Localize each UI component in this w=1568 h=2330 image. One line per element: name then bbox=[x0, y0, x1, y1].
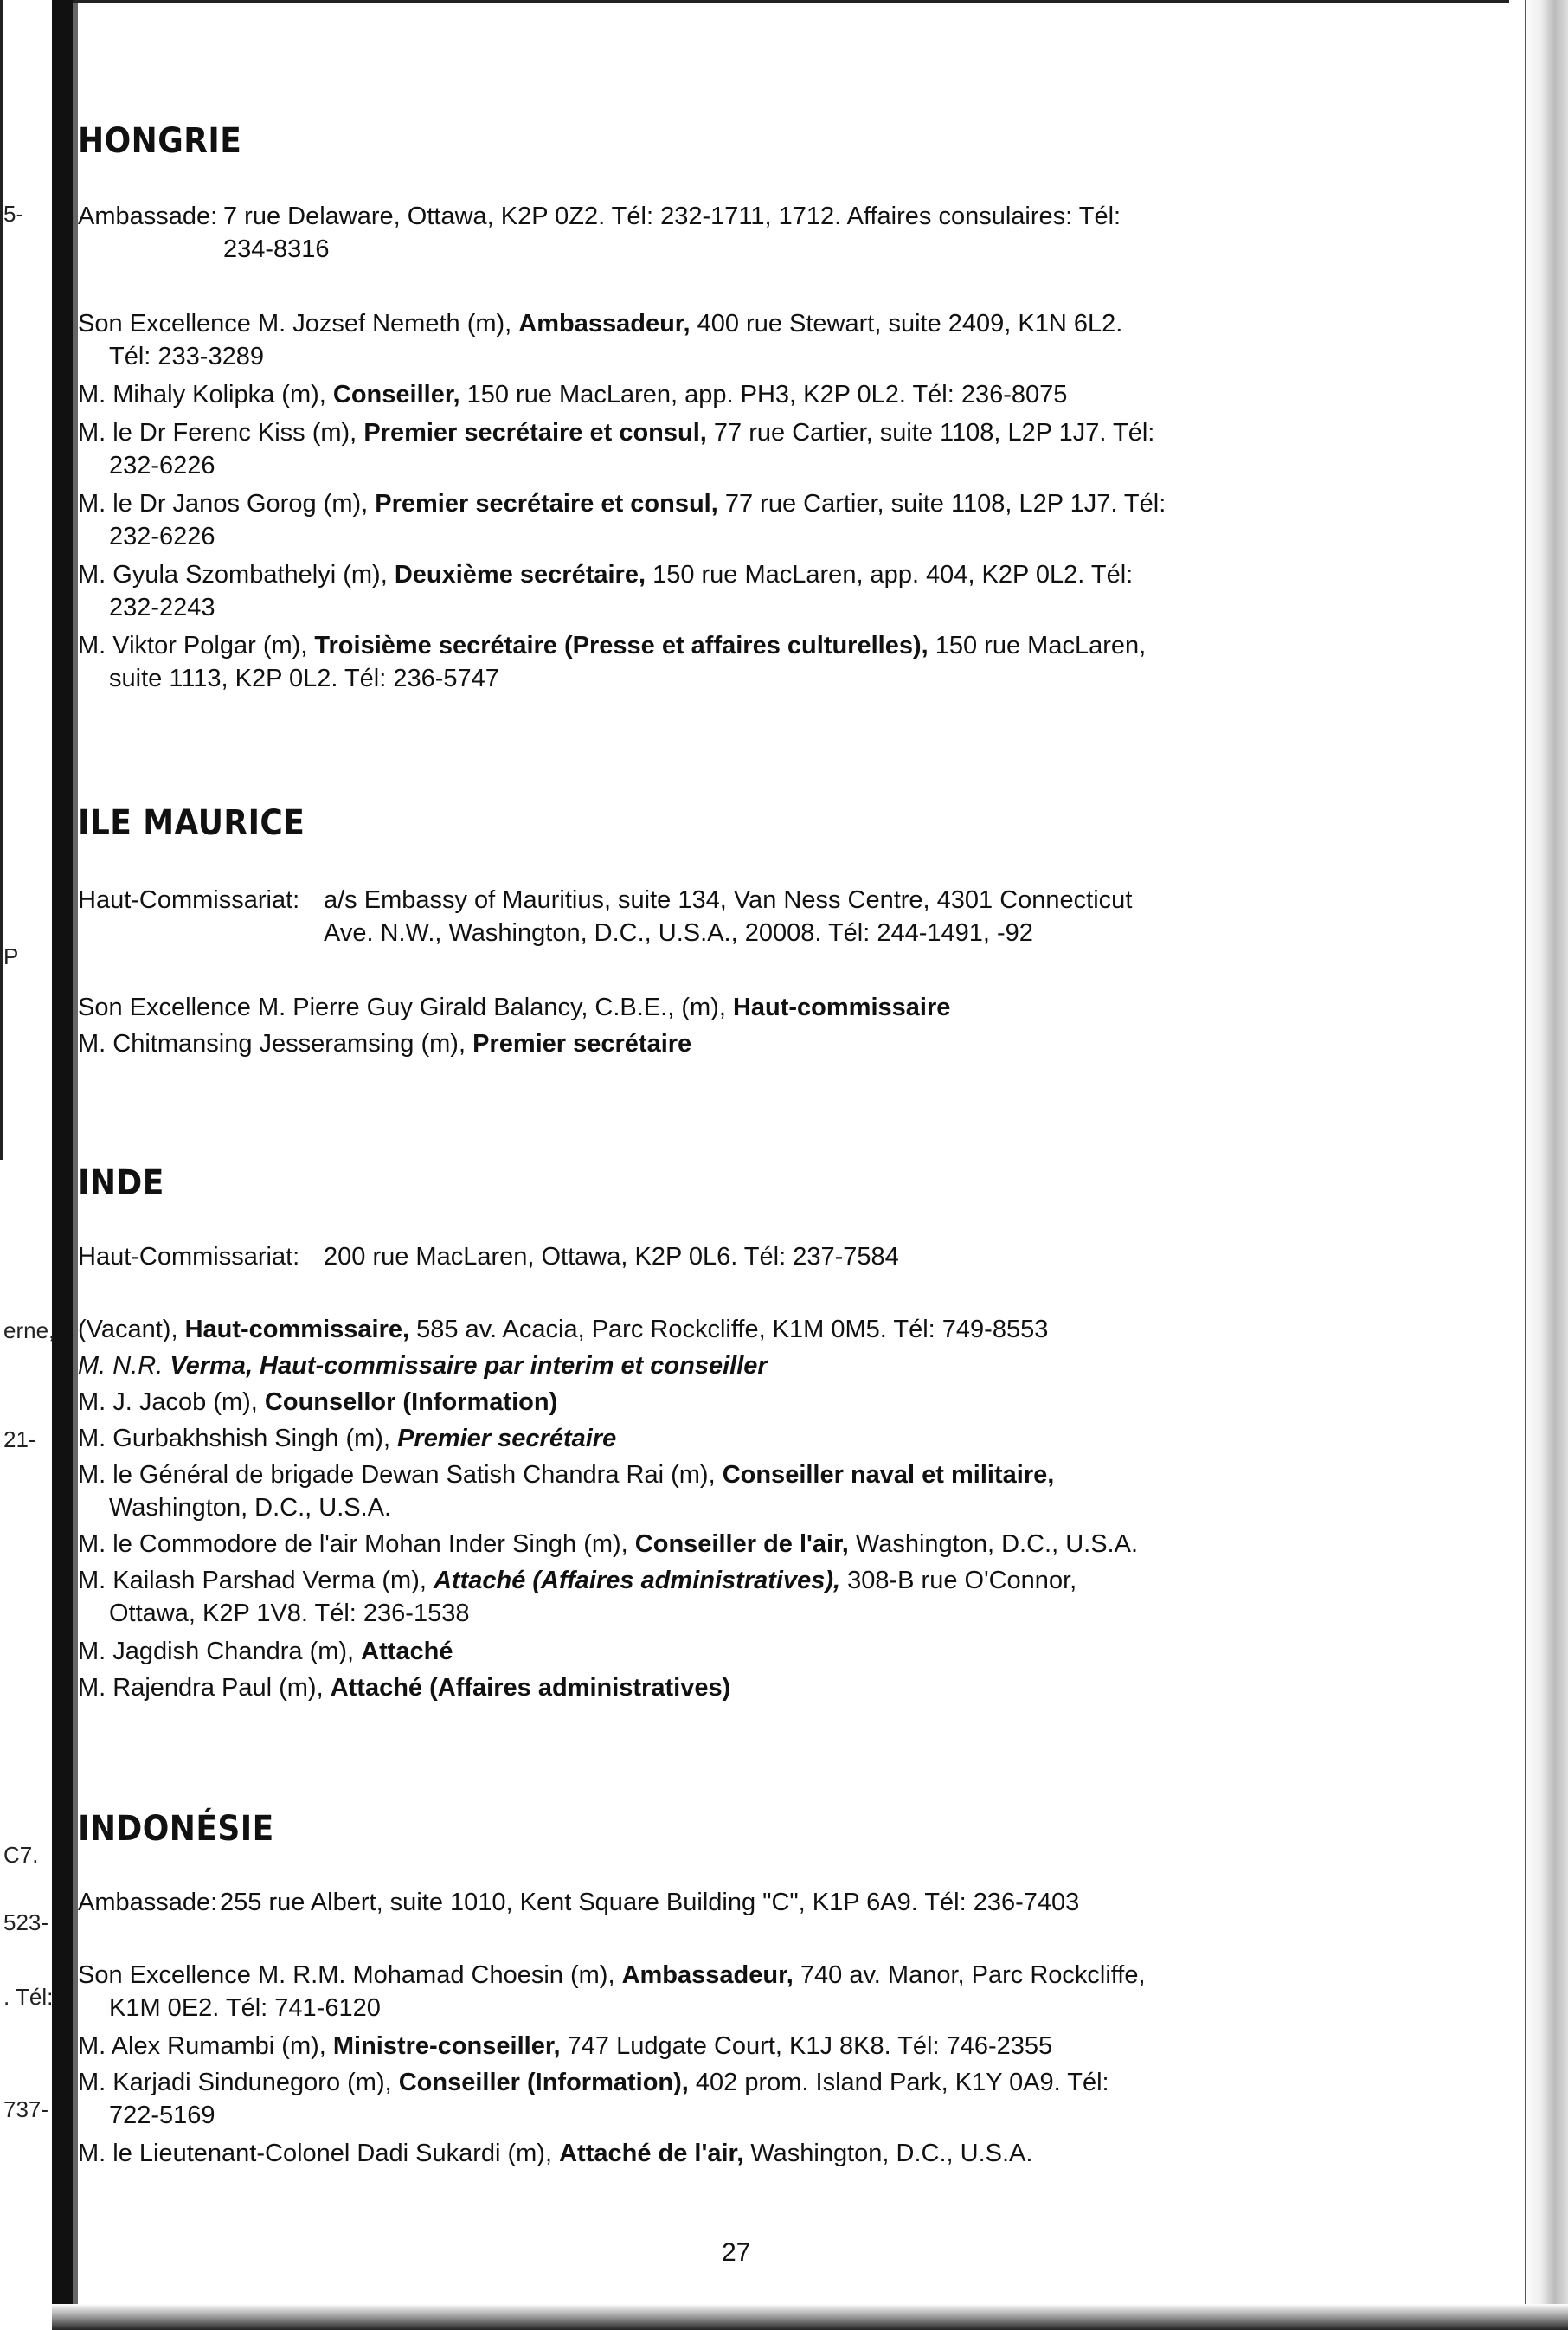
staff-line-cont: Washington, D.C., U.S.A. bbox=[109, 1494, 392, 1522]
margin-fragment: C7. bbox=[3, 1842, 39, 1868]
staff-line-cont: 232-6226 bbox=[109, 523, 215, 550]
margin-fragment: P bbox=[3, 943, 19, 969]
section-title-indonesie: INDONÉSIE bbox=[78, 1809, 274, 1849]
staff-line: M. Chitmansing Jesseramsing (m), Premier secrétaire bbox=[78, 1030, 692, 1058]
staff-line: M. Gurbakhshish Singh (m), Premier secrétaire bbox=[78, 1425, 617, 1452]
staff-line: Son Excellence M. Jozsef Nemeth (m), Ambassadeur, 400 rue Stewart, suite 2409, K1N 6L2. bbox=[78, 310, 1123, 338]
staff-line: M. Rajendra Paul (m), Attaché (Affaires administratives) bbox=[78, 1674, 731, 1702]
section-title-ile-maurice: ILE MAURICE bbox=[78, 803, 305, 843]
margin-fragment: . Tél: bbox=[3, 1984, 54, 2010]
margin-fragment: 5- bbox=[3, 201, 24, 227]
right-page-edge bbox=[1523, 0, 1568, 2330]
staff-line: M. J. Jacob (m), Counsellor (Information) bbox=[78, 1388, 558, 1416]
staff-line: Son Excellence M. Pierre Guy Girald Balancy, C.B.E., (m), Haut-commissaire bbox=[78, 994, 951, 1021]
staff-line-cont: Tél: 233-3289 bbox=[109, 343, 264, 370]
staff-line: M. le Général de brigade Dewan Satish Chandra Rai (m), Conseiller naval et militaire, bbox=[78, 1461, 1055, 1489]
staff-line-cont: K1M 0E2. Tél: 741-6120 bbox=[109, 1994, 381, 2022]
staff-line: (Vacant), Haut-commissaire, 585 av. Acacia, Parc Rockcliffe, K1M 0M5. Tél: 749-8553 bbox=[78, 1316, 1049, 1343]
margin-fragment: 523- bbox=[3, 1909, 49, 1935]
margin-fragment: erne, bbox=[3, 1317, 55, 1343]
staff-line-cont: 232-6226 bbox=[109, 452, 215, 480]
page-number: 27 bbox=[722, 2238, 751, 2267]
staff-line-cont: 232-2243 bbox=[109, 594, 215, 621]
section-title-inde: INDE bbox=[78, 1163, 164, 1203]
staff-line-cont: suite 1113, K2P 0L2. Tél: 236-5747 bbox=[109, 665, 499, 692]
staff-line-cont: Ottawa, K2P 1V8. Tél: 236-1538 bbox=[109, 1599, 470, 1627]
staff-line: M. N.R. Verma, Haut-commissaire par interim et conseiller bbox=[78, 1352, 768, 1380]
office-line: Haut-Commissariat: a/s Embassy of Mauritius, suite 134, Van Ness Centre, 4301 Connecticut bbox=[78, 886, 1133, 914]
office-line: Ambassade:255 rue Albert, suite 1010, Kent Square Building "C", K1P 6A9. Tél: 236-7403 bbox=[78, 1889, 1080, 1916]
staff-line-cont: 722-5169 bbox=[109, 2102, 215, 2129]
staff-line: Son Excellence M. R.M. Mohamad Choesin (m), Ambassadeur, 740 av. Manor, Parc Rockcliffe, bbox=[78, 1961, 1146, 1989]
office-line: Haut-Commissariat: 200 rue MacLaren, Ottawa, K2P 0L6. Tél: 237-7584 bbox=[78, 1243, 899, 1271]
staff-line: M. Karjadi Sindunegoro (m), Conseiller (Information), 402 prom. Island Park, K1Y 0A9. Tél: bbox=[78, 2069, 1109, 2096]
staff-line: M. Alex Rumambi (m), Ministre-conseiller, 747 Ludgate Court, K1J 8K8. Tél: 746-2355 bbox=[78, 2032, 1053, 2060]
staff-line: M. le Commodore de l'air Mohan Inder Singh (m), Conseiller de l'air, Washington, D.C., U.S.A. bbox=[78, 1530, 1139, 1558]
section-title-hongrie: HONGRIE bbox=[78, 121, 242, 161]
staff-line: M. Viktor Polgar (m), Troisième secrétaire (Presse et affaires culturelles), 150 rue MacLaren, bbox=[78, 632, 1147, 660]
staff-line: M. le Dr Janos Gorog (m), Premier secrétaire et consul, 77 rue Cartier, suite 1108, L2P 1J7. Tél: bbox=[78, 490, 1166, 518]
staff-line: M. Jagdish Chandra (m), Attaché bbox=[78, 1638, 453, 1665]
office-line: Ambassade: 7 rue Delaware, Ottawa, K2P 0Z2. Tél: 232-1711, 1712. Affaires consulaires: Tél: bbox=[78, 203, 1121, 230]
staff-line: M. Mihaly Kolipka (m), Conseiller, 150 rue MacLaren, app. PH3, K2P 0L2. Tél: 236-8075 bbox=[78, 381, 1068, 409]
staff-line: M. le Lieutenant-Colonel Dadi Sukardi (m), Attaché de l'air, Washington, D.C., U.S.A. bbox=[78, 2140, 1033, 2167]
staff-line: M. Gyula Szombathelyi (m), Deuxième secrétaire, 150 rue MacLaren, app. 404, K2P 0L2. Tél: bbox=[78, 561, 1134, 589]
previous-page-edge bbox=[0, 0, 3, 1160]
bottom-page-edge bbox=[52, 2304, 1568, 2330]
staff-line: M. Kailash Parshad Verma (m), Attaché (Affaires administratives), 308-B rue O'Connor, bbox=[78, 1567, 1077, 1594]
office-line-cont: 234-8316 bbox=[223, 235, 330, 263]
top-edge-rule bbox=[73, 0, 1509, 3]
office-line-cont: Ave. N.W., Washington, D.C., U.S.A., 20008. Tél: 244-1491, -92 bbox=[324, 919, 1033, 947]
margin-fragment: 21- bbox=[3, 1426, 36, 1452]
staff-line: M. le Dr Ferenc Kiss (m), Premier secrétaire et consul, 77 rue Cartier, suite 1108, L2P 1J7. Tél: bbox=[78, 419, 1155, 447]
right-page-edge-line bbox=[1525, 0, 1526, 2330]
binding-shadow bbox=[52, 0, 73, 2330]
margin-fragment: 737- bbox=[3, 2096, 49, 2122]
